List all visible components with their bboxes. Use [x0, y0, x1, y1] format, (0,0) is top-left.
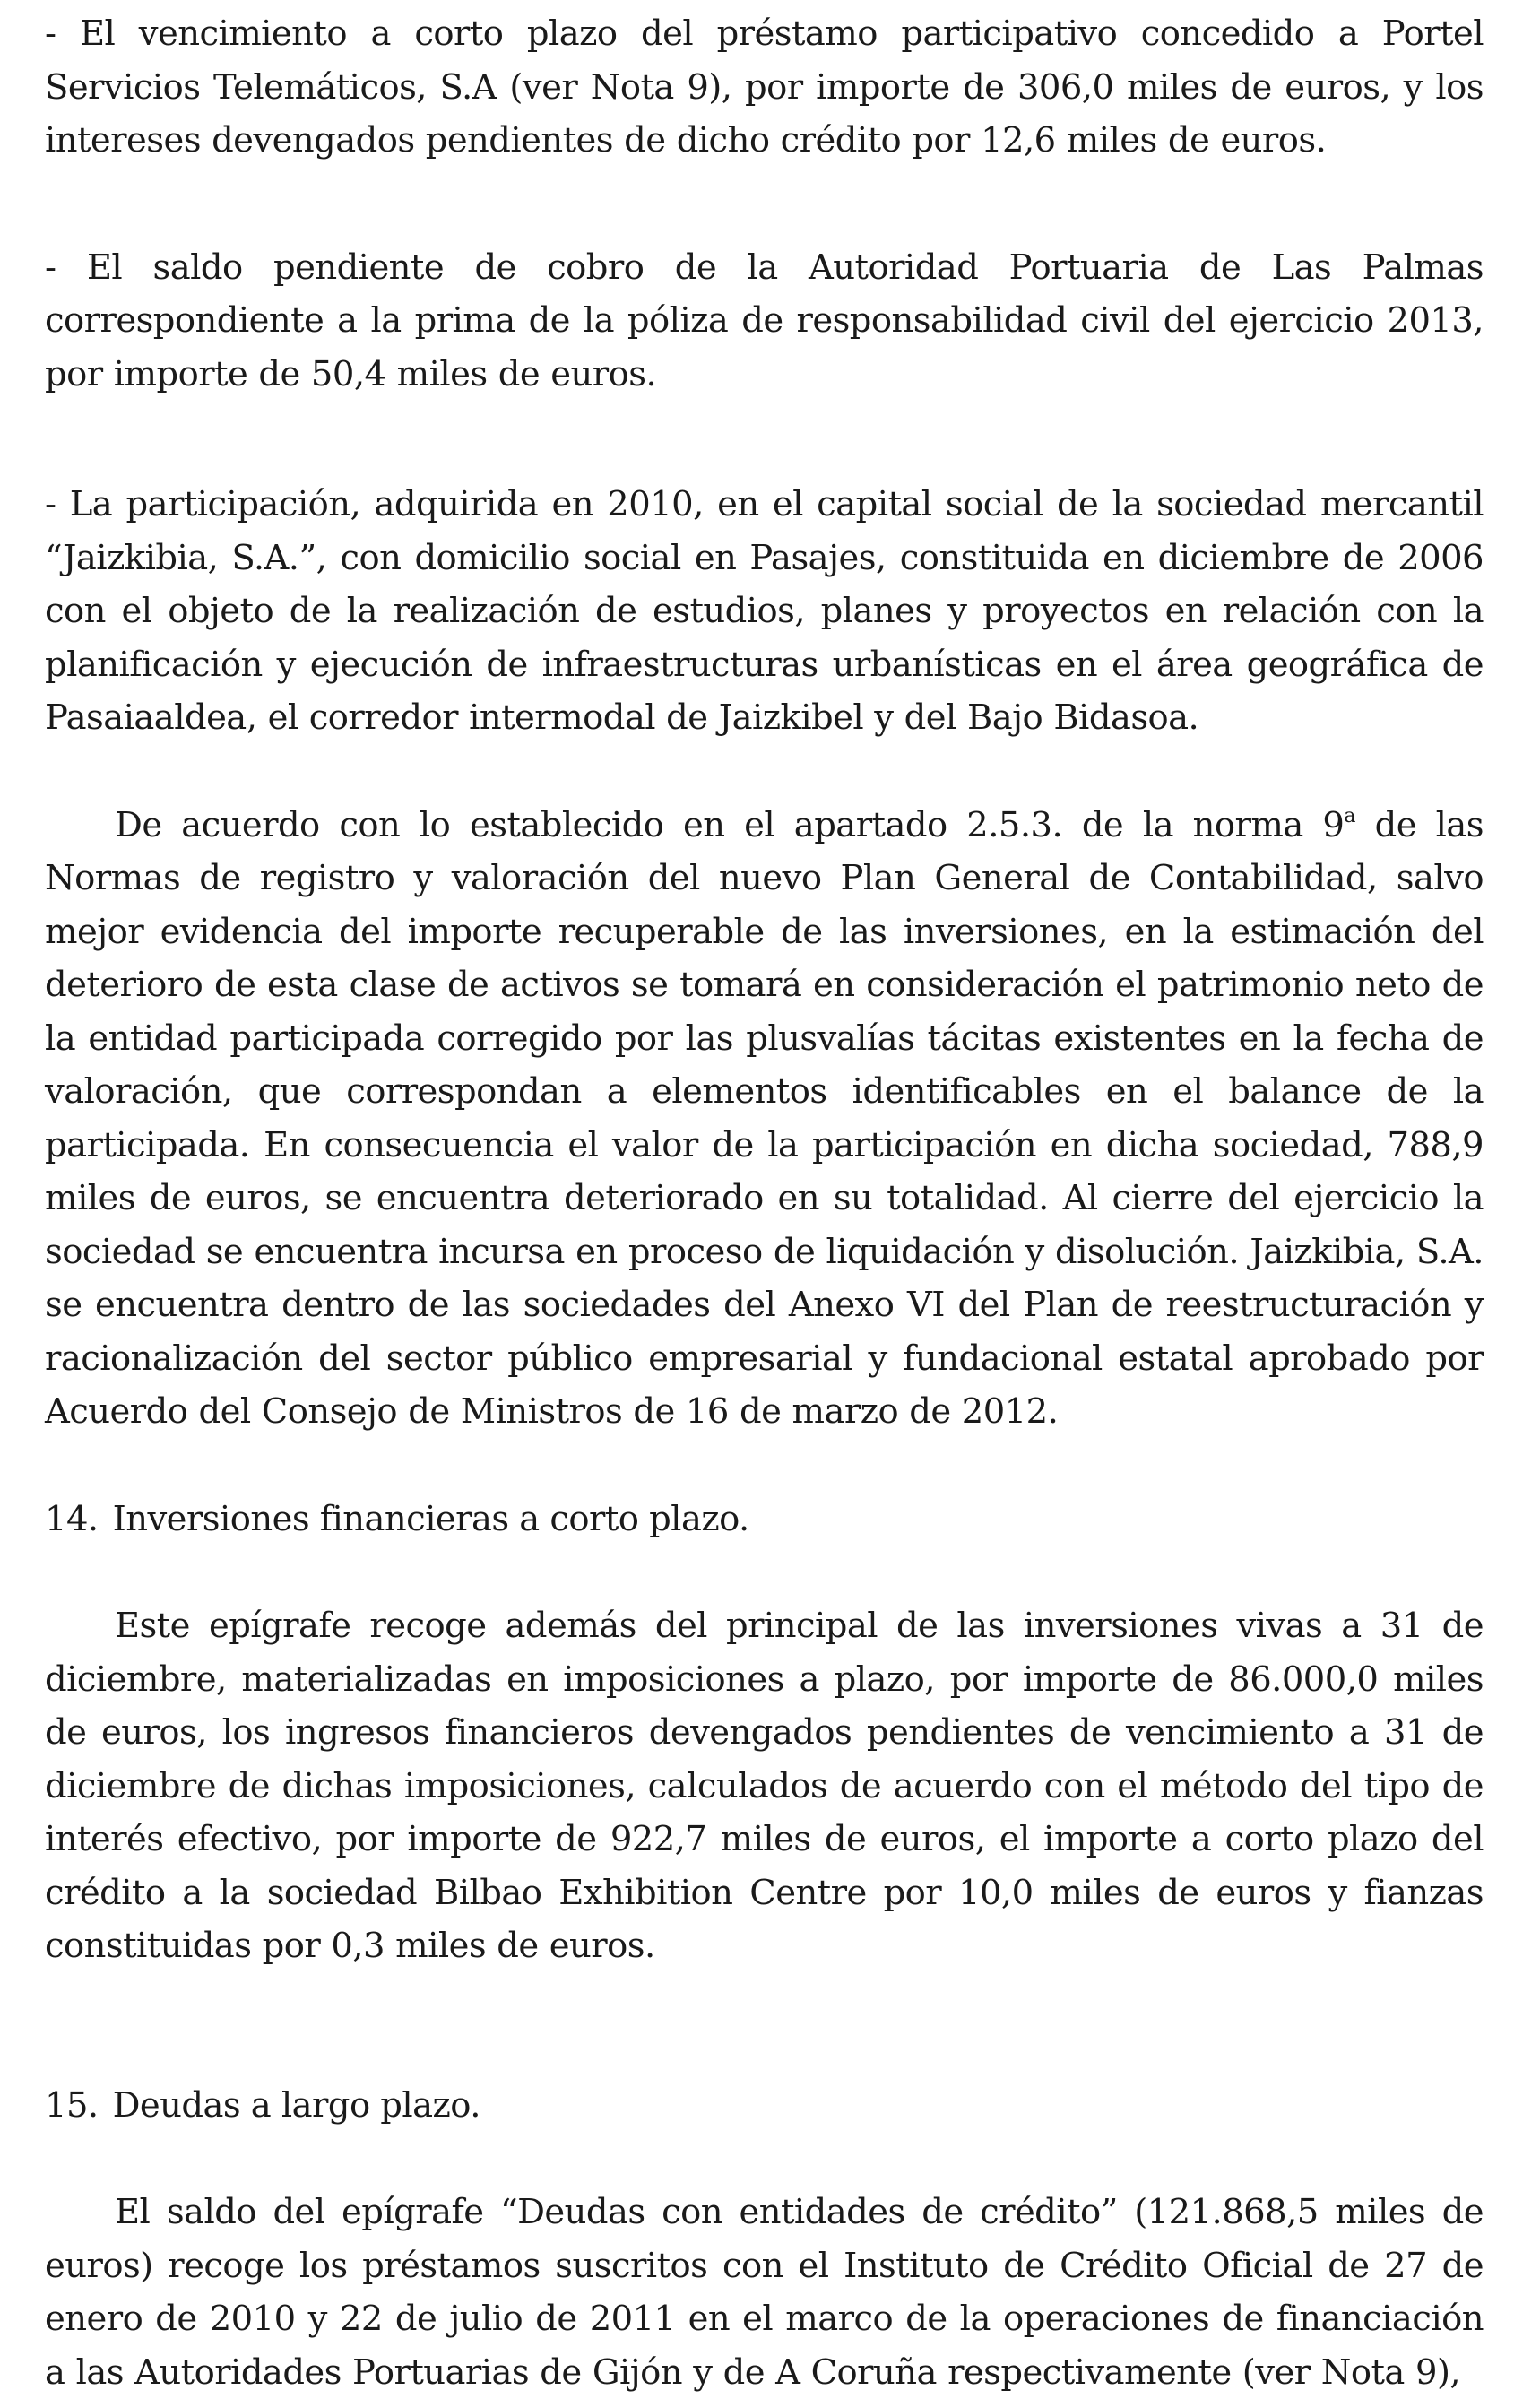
section-number-14: 14.: [45, 1498, 99, 1539]
section-heading-15: [45, 2079, 1484, 2133]
section-title-15: Deudas a largo plazo.: [112, 2084, 480, 2126]
section-title-14: Inversiones financieras a corto plazo.: [112, 1498, 749, 1539]
paragraph-las-palmas-balance: - El saldo pendiente de cobro de la Autoridad Portuaria de Las Palmas correspondiente a la prima de la póliza de responsabilidad civil del ejercicio 2013, por importe de 50,4 miles de euros.: [45, 247, 1484, 394]
superscript-ordinal: a: [1344, 804, 1355, 827]
paragraph-long-term-debt: El saldo del epígrafe “Deudas con entidades de crédito” (121.868,5 miles de euros) recoge los préstamos suscritos con el Instituto de Crédito Oficial de 27 de enero de 2010 y 22 de julio de 2011 en el marco de la operaciones de financiación a las Autoridades Portuarias de Gijón y de A Coruña respectivamente (ver Nota 9),: [45, 2192, 1484, 2393]
paragraph-jaizkibia-stake: - La participación, adquirida en 2010, en el capital social de la sociedad mercantil “Jaizkibia, S.A.”, con domicilio social en Pasajes, constituida en diciembre de 2006 con el objeto de la realización de estudios, planes y proyectos en relación con la planificación y ejecución de infraestructuras urbanísticas en el área geográfica de Pasaiaaldea, el corredor intermodal de Jaizkibel y del Bajo Bidasoa.: [45, 484, 1484, 738]
paragraph-short-term-investments: Este epígrafe recoge además del principal de las inversiones vivas a 31 de diciembre, materializadas en imposiciones a plazo, por importe de 86.000,0 miles de euros, los ingresos financieros devengados pendientes de vencimiento a 31 de diciembre de dichas imposiciones, calculados de acuerdo con el método del tipo de interés efectivo, por importe de 922,7 miles de euros, el importe a corto plazo del crédito a la sociedad Bilbao Exhibition Centre por 10,0 miles de euros y fianzas constituidas por 0,3 miles de euros.: [45, 1606, 1484, 1966]
document-page: [45, 7, 1484, 2399]
section-number-15: 15.: [45, 2084, 99, 2126]
impairment-text-start: De acuerdo con lo establecido en el apartado 2.5.3. de la norma 9: [115, 804, 1345, 845]
paragraph-impairment: [45, 799, 1484, 1439]
impairment-text-end: de las Normas de registro y valoración del nuevo Plan General de Contabilidad, salvo mejor evidencia del importe recuperable de las inversiones, en la estimación del deterioro de esta clase de activos se tomará en consideración el patrimonio neto de la entidad participada corregido por las plusvalías tácitas existentes en la fecha de valoración, que correspondan a elementos identificables en el balance de la participada. En consecuencia el valor de la participación en dicha sociedad, 788,9 miles de euros, se encuentra deteriorado en su totalidad. Al cierre del ejercicio la sociedad se encuentra incursa en proceso de liquidación y disolución. Jaizkibia, S.A. se encuentra dentro de las sociedades del Anexo VI del Plan de reestructuración y racionalización del sector público empresarial y fundacional estatal aprobado por Acuerdo del Consejo de Ministros de 16 de marzo de 2012.: [45, 804, 1484, 1432]
section-heading-14: [45, 1493, 1484, 1546]
paragraph-portel-loan: - El vencimiento a corto plazo del préstamo participativo concedido a Portel Servicios Telemáticos, S.A (ver Nota 9), por importe de 306,0 miles de euros, y los intereses devengados pendientes de dicho crédito por 12,6 miles de euros.: [45, 13, 1484, 160]
